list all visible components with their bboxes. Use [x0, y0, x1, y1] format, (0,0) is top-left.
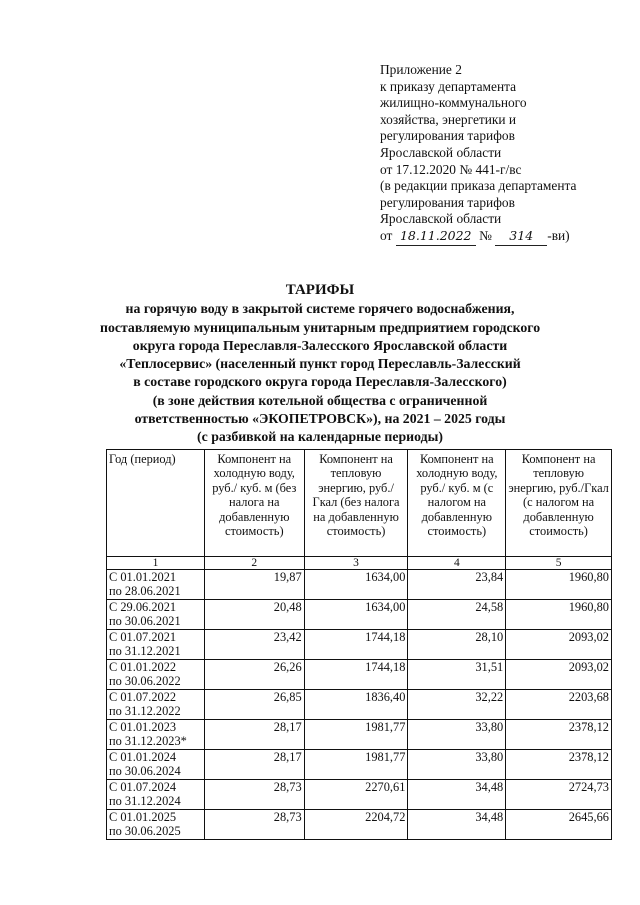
period-cell — [107, 600, 205, 630]
header-heat-wo-vat: Компонент на тепловую энергию, руб./Гкал (без налога на добавленную стоимость) — [304, 450, 408, 557]
heat-w-vat-cell: 2378,12 — [506, 750, 612, 780]
title-line: ответственностью «ЭКОПЕТРОВСК»), на 2021 – 2025 годы — [134, 411, 506, 427]
cold-w-vat-cell: 32,22 — [408, 690, 506, 720]
title-line: «Теплосервис» (населенный пункт город Переславль-Залесский — [119, 356, 521, 372]
heat-w-vat-cell: 2203,68 — [506, 690, 612, 720]
cold-wo-vat-cell: 19,87 — [204, 570, 304, 600]
amendment-prefix: от — [380, 227, 393, 243]
title-line: (с разбивкой на календарные периоды) — [197, 429, 443, 445]
heat-w-vat-cell: 2093,02 — [506, 630, 612, 660]
title-line: в составе городского округа города Переславля-Залесского) — [133, 374, 507, 390]
header-cold-wo-vat: Компонент на холодную воду, руб./ куб. м (без налога на добавленную стоимость) — [204, 450, 304, 557]
appendix-line: от 17.12.2020 № 441-г/вс — [380, 161, 522, 177]
header-heat-w-vat: Компонент на тепловую энергию, руб./Гкал (с налогом на добавленную стоимость) — [506, 450, 612, 557]
period-to: по 30.06.2021 — [109, 614, 181, 629]
cold-wo-vat-cell: 23,42 — [204, 630, 304, 660]
cold-w-vat-cell: 28,10 — [408, 630, 506, 660]
amendment-suffix: -ви) — [547, 227, 570, 243]
handwritten-number: 314 — [495, 228, 547, 246]
cold-wo-vat-cell: 26,26 — [204, 660, 304, 690]
handwritten-date: 18.11.2022 — [396, 228, 476, 246]
appendix-line: Ярославской области — [380, 144, 502, 160]
period-to: по 28.06.2021 — [109, 584, 181, 599]
period-from: С 01.01.2025 — [109, 810, 177, 824]
cold-wo-vat-cell: 20,48 — [204, 600, 304, 630]
period-to: по 30.06.2024 — [109, 764, 181, 779]
heat-wo-vat-cell: 2204,72 — [304, 810, 408, 840]
table-row — [107, 780, 612, 810]
column-number: 1 — [107, 557, 205, 570]
period-to: по 30.06.2025 — [109, 824, 181, 839]
period-cell — [107, 660, 205, 690]
tariffs-table — [106, 449, 612, 840]
period-from: С 01.01.2024 — [109, 750, 177, 764]
heat-wo-vat-cell: 1981,77 — [304, 750, 408, 780]
heat-wo-vat-cell: 1634,00 — [304, 570, 408, 600]
title-line: на горячую воду в закрытой системе горячего водоснабжения, — [125, 301, 515, 317]
period-to: по 31.12.2022 — [109, 704, 181, 719]
table-row — [107, 720, 612, 750]
period-from: С 01.07.2022 — [109, 690, 177, 704]
column-number: 3 — [304, 557, 408, 570]
title-main: ТАРИФЫ — [285, 282, 355, 298]
period-cell — [107, 630, 205, 660]
cold-wo-vat-cell: 28,73 — [204, 780, 304, 810]
period-to: по 31.12.2024 — [109, 794, 181, 809]
heat-w-vat-cell: 2378,12 — [506, 720, 612, 750]
cold-w-vat-cell: 33,80 — [408, 720, 506, 750]
appendix-line: Приложение 2 — [380, 62, 462, 77]
period-from: С 01.07.2021 — [109, 630, 177, 644]
appendix-line: Ярославской области — [380, 211, 502, 227]
appendix-line: жилищно-коммунального — [380, 95, 527, 111]
period-to: по 31.12.2023* — [109, 734, 187, 749]
title-line: (в зоне действия котельной общества с ограниченной — [152, 392, 488, 408]
cold-w-vat-cell: 23,84 — [408, 570, 506, 600]
appendix-line: регулирования тарифов — [380, 128, 515, 144]
table-row — [107, 690, 612, 720]
cold-w-vat-cell: 34,48 — [408, 810, 506, 840]
period-cell — [107, 750, 205, 780]
period-from: С 01.01.2021 — [109, 570, 177, 584]
heat-w-vat-cell: 2724,73 — [506, 780, 612, 810]
title-line: округа города Переславля-Залесского Ярославской области — [132, 337, 508, 353]
table-row — [107, 660, 612, 690]
table-row — [107, 630, 612, 660]
period-cell — [107, 810, 205, 840]
table-header-row — [107, 450, 612, 557]
heat-wo-vat-cell: 1744,18 — [304, 660, 408, 690]
appendix-line: хозяйства, энергетики и — [380, 111, 517, 127]
cold-wo-vat-cell: 28,17 — [204, 750, 304, 780]
appendix-header — [380, 62, 630, 246]
heat-wo-vat-cell: 1744,18 — [304, 630, 408, 660]
appendix-line: регулирования тарифов — [380, 194, 515, 210]
column-number: 2 — [204, 557, 304, 570]
appendix-amendment-line — [380, 228, 630, 246]
cold-wo-vat-cell: 26,85 — [204, 690, 304, 720]
appendix-line: к приказу департамента — [380, 78, 517, 94]
heat-wo-vat-cell: 2270,61 — [304, 780, 408, 810]
period-cell — [107, 720, 205, 750]
heat-w-vat-cell: 1960,80 — [506, 570, 612, 600]
period-to: по 31.12.2021 — [109, 644, 181, 659]
table-row — [107, 810, 612, 840]
period-from: С 01.01.2022 — [109, 660, 177, 674]
period-cell — [107, 690, 205, 720]
heat-wo-vat-cell: 1634,00 — [304, 600, 408, 630]
column-number-row — [107, 557, 612, 570]
document-title — [100, 281, 540, 447]
cold-w-vat-cell: 34,48 — [408, 780, 506, 810]
title-line: поставляемую муниципальным унитарным предприятием городского — [100, 319, 541, 335]
cold-w-vat-cell: 31,51 — [408, 660, 506, 690]
header-period: Год (период) — [107, 450, 205, 557]
cold-wo-vat-cell: 28,17 — [204, 720, 304, 750]
column-number: 5 — [506, 557, 612, 570]
period-from: С 01.01.2023 — [109, 720, 177, 734]
column-number: 4 — [408, 557, 506, 570]
period-from: С 29.06.2021 — [109, 600, 177, 614]
number-sign: № — [479, 227, 492, 243]
cold-w-vat-cell: 24,58 — [408, 600, 506, 630]
period-cell — [107, 570, 205, 600]
period-from: С 01.07.2024 — [109, 780, 177, 794]
header-cold-w-vat: Компонент на холодную воду, руб./ куб. м (с налогом на добавленную стоимость) — [408, 450, 506, 557]
heat-w-vat-cell: 2093,02 — [506, 660, 612, 690]
cold-wo-vat-cell: 28,73 — [204, 810, 304, 840]
heat-w-vat-cell: 2645,66 — [506, 810, 612, 840]
cold-w-vat-cell: 33,80 — [408, 750, 506, 780]
heat-wo-vat-cell: 1836,40 — [304, 690, 408, 720]
table-row — [107, 570, 612, 600]
appendix-line: (в редакции приказа департамента — [380, 178, 577, 194]
table-row — [107, 750, 612, 780]
heat-wo-vat-cell: 1981,77 — [304, 720, 408, 750]
table-row — [107, 600, 612, 630]
period-to: по 30.06.2022 — [109, 674, 181, 689]
period-cell — [107, 780, 205, 810]
heat-w-vat-cell: 1960,80 — [506, 600, 612, 630]
